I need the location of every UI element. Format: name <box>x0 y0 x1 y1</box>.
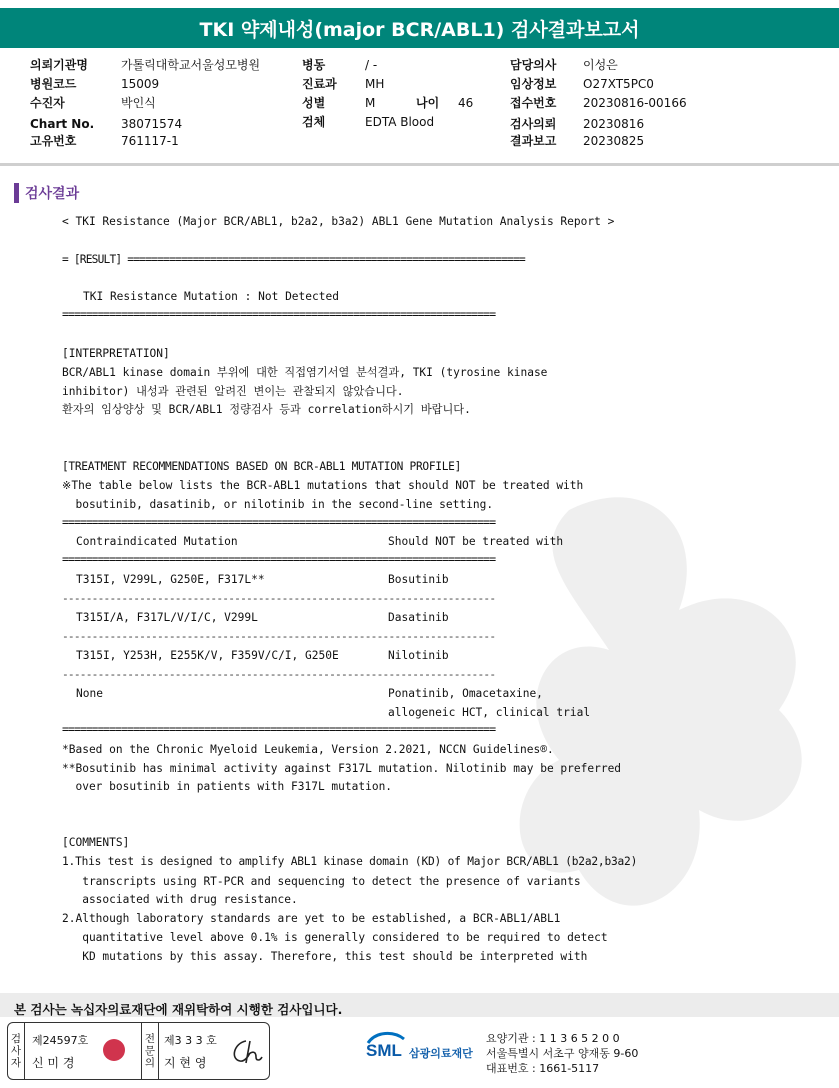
interpretation-line: BCR/ABL1 kinase domain 부위에 대한 직접염기서열 분석결과, TKI (tyrosine kinase <box>62 366 548 379</box>
info-value: MH <box>365 77 385 91</box>
info-label: 의뢰기관명 <box>30 58 88 72</box>
treatment-note: ※The table below lists the BCR-ABL1 mutations that should NOT be treated with <box>62 479 584 492</box>
info-label: 성별 <box>302 96 326 110</box>
single-separator: ------------------------------------------------------------------------- <box>62 668 496 681</box>
comment-line: 1.This test is designed to amplify ABL1 kinase domain (KD) of Major BCR/ABL1 (b2a2,b3a2) <box>62 855 638 868</box>
org-info-line: 서울특별시 서초구 양재동 9-60 <box>486 1047 639 1060</box>
stamp1-vertical-label <box>8 1023 25 1079</box>
info-label: 고유번호 <box>30 134 77 148</box>
org-name: 삼광의료재단 <box>409 1047 473 1060</box>
vertical-char: 전 <box>144 1033 156 1045</box>
report-header: < TKI Resistance (Major BCR/ABL1, b2a2, b3a2) ABL1 Gene Mutation Analysis Report > <box>62 215 615 228</box>
info-value: 이성은 <box>583 58 618 72</box>
vertical-char: 검 <box>10 1033 22 1045</box>
table-header-mutation: Contraindicated Mutation <box>76 535 238 548</box>
footer-note: 본 검사는 녹십자의료재단에 재위탁하여 시행한 검사입니다. <box>14 1002 343 1017</box>
comments-title: [COMMENTS] <box>62 836 130 849</box>
info-value: 가톨릭대학교서울성모병원 <box>121 58 261 72</box>
section-accent-bar <box>14 183 19 203</box>
table-row-mutation: T315I, V299L, G250E, F317L** <box>76 573 265 586</box>
table-row-drug: allogeneic HCT, clinical trial <box>388 706 591 719</box>
org-info <box>486 1031 638 1076</box>
info-value: 20230816 <box>583 117 645 131</box>
footnote: *Based on the Chronic Myeloid Leukemia, Version 2.2021, NCCN Guidelines®. <box>62 743 554 756</box>
table-row-mutation: T315I/A, F317L/V/I/C, V299L <box>76 611 258 624</box>
comment-line: transcripts using RT-PCR and sequencing to detect the presence of variants <box>62 875 581 888</box>
single-separator: ------------------------------------------------------------------------- <box>62 592 496 605</box>
double-separator: ========================================================================= <box>62 723 496 736</box>
info-label: Chart No. <box>30 117 95 131</box>
result-text: TKI Resistance Mutation : Not Detected <box>83 290 339 303</box>
single-separator: ------------------------------------------------------------------------- <box>62 630 496 643</box>
info-label: 임상정보 <box>510 77 557 91</box>
stamp2-vertical-label <box>141 1023 159 1079</box>
result-separator: = [RESULT] =================================================================== <box>62 253 525 266</box>
info-label: 진료과 <box>302 77 337 91</box>
stamp2-license-no: 제3 3 3 호 <box>164 1034 217 1047</box>
report-title: TKI 약제내성(major BCR/ABL1) 검사결과보고서 <box>0 8 839 48</box>
interpretation-line: 환자의 임상양상 및 BCR/ABL1 정량검사 등과 correlation하시기 바랍니다. <box>62 403 471 416</box>
org-info-line: 요양기관 : 1 1 3 6 5 2 0 0 <box>486 1032 620 1045</box>
info-label: 담당의사 <box>510 58 557 72</box>
vertical-char: 사 <box>10 1045 22 1057</box>
info-value: O27XT5PC0 <box>583 77 654 91</box>
sml-logo-text: SML <box>366 1041 402 1060</box>
vertical-char: 의 <box>144 1057 156 1069</box>
footnote: **Bosutinib has minimal activity against F317L mutation. Nilotinib may be preferred <box>62 762 622 775</box>
info-value: 38071574 <box>121 117 183 131</box>
double-separator: ========================================================================= <box>62 308 496 321</box>
info-value: 20230816-00166 <box>583 96 687 110</box>
info-label: 수진자 <box>30 96 65 110</box>
table-row-drug: Dasatinib <box>388 611 449 624</box>
comment-line: KD mutations by this assay. Therefore, this test should be interpreted with <box>62 950 588 963</box>
red-seal-icon <box>103 1039 125 1061</box>
stamp1-license-no: 제24597호 <box>32 1034 89 1047</box>
info-value: 15009 <box>121 77 160 91</box>
stamp2-name: 지 현 영 <box>164 1056 207 1070</box>
double-separator: ========================================================================= <box>62 516 496 529</box>
table-row-drug: Bosutinib <box>388 573 449 586</box>
info-value: M <box>365 96 376 110</box>
table-row-mutation: T315I, Y253H, E255K/V, F359V/C/I, G250E <box>76 649 339 662</box>
signature-box <box>7 1022 270 1080</box>
comment-line: 2.Although laboratory standards are yet to be established, a BCR-ABL1/ABL1 <box>62 912 561 925</box>
info-value: 761117-1 <box>121 134 179 148</box>
footnote: over bosutinib in patients with F317L mutation. <box>62 780 393 793</box>
info-label: 검체 <box>302 115 326 129</box>
double-separator: ========================================================================= <box>62 553 496 566</box>
info-label: 결과보고 <box>510 134 557 148</box>
info-value: EDTA Blood <box>365 115 435 129</box>
info-label: 접수번호 <box>510 96 557 110</box>
info-value: / - <box>365 58 378 72</box>
vertical-char: 자 <box>10 1057 22 1069</box>
section-title: 검사결과 <box>25 186 80 202</box>
comment-line: quantitative level above 0.1% is generally considered to be required to detect <box>62 931 608 944</box>
table-row-mutation: None <box>76 687 103 700</box>
interpretation-line: inhibitor) 내성과 관련된 알려진 변이는 관찰되지 않았습니다. <box>62 385 404 398</box>
info-label: 병원코드 <box>30 77 77 91</box>
org-info-line: 대표번호 : 1661-5117 <box>486 1062 600 1075</box>
treatment-note: bosutinib, dasatinib, or nilotinib in the second-line setting. <box>62 498 494 511</box>
interpretation-title: [INTERPRETATION] <box>62 347 170 360</box>
table-header-drug: Should NOT be treated with <box>388 535 564 548</box>
info-label: 병동 <box>302 58 326 72</box>
table-row-drug: Nilotinib <box>388 649 449 662</box>
age-value: 46 <box>458 96 474 110</box>
info-label: 검사의뢰 <box>510 117 557 131</box>
patient-info <box>0 55 839 155</box>
table-row-drug: Ponatinib, Omacetaxine, <box>388 687 543 700</box>
comment-line: associated with drug resistance. <box>62 893 298 906</box>
signature-icon <box>226 1037 264 1067</box>
info-value: 20230825 <box>583 134 645 148</box>
header-divider <box>0 163 839 166</box>
age-label: 나이 <box>416 96 440 110</box>
info-value: 박인식 <box>121 96 156 110</box>
vertical-char: 문 <box>144 1045 156 1057</box>
section-heading <box>14 183 79 203</box>
treatment-title: [TREATMENT RECOMMENDATIONS BASED ON BCR-ABL1 MUTATION PROFILE] <box>62 460 461 473</box>
stamp1-name: 신 미 경 <box>32 1056 75 1070</box>
